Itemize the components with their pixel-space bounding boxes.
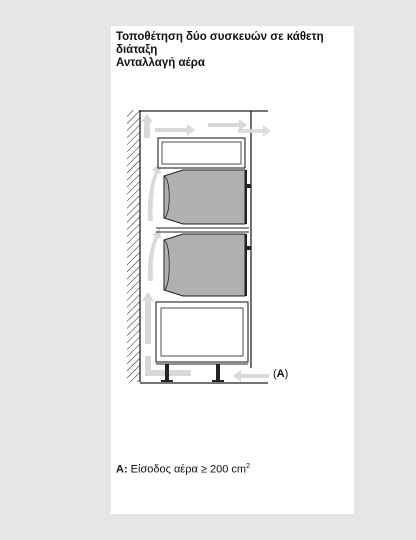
legend-key: A: — [116, 463, 128, 476]
callout-label: (A) — [273, 368, 289, 380]
airflow-arrow-rising-3 — [142, 292, 154, 344]
legend-text: Είσοδος αέρα ≥ 200 cm — [127, 463, 247, 476]
bottom-compartment — [156, 302, 248, 362]
foot-left — [165, 364, 169, 382]
document-sheet — [111, 26, 354, 514]
airflow-arrow-rising-1 — [148, 163, 161, 221]
airflow-arrow-inlet — [233, 370, 269, 382]
legend-caption — [116, 463, 250, 476]
foot-right — [216, 364, 220, 382]
foot-right-pad — [212, 380, 224, 382]
top-compartment — [158, 138, 245, 168]
foot-left-pad — [161, 380, 173, 382]
upper-appliance — [164, 170, 251, 224]
airflow-arrow-up — [141, 114, 153, 138]
installation-diagram — [111, 26, 354, 514]
subtitle: Ανταλλαγή αέρα — [116, 57, 205, 69]
airflow-arrow-right-1 — [155, 124, 195, 136]
title-line-1: Τοποθέτηση δύο συσκευών σε κάθετη — [116, 31, 324, 43]
lower-appliance — [164, 234, 251, 296]
wall-hatching — [127, 110, 140, 382]
legend-superscript: 2 — [246, 463, 250, 470]
airflow-arrow-rising-2 — [148, 228, 161, 281]
title-line-2: διάταξη — [116, 44, 158, 56]
